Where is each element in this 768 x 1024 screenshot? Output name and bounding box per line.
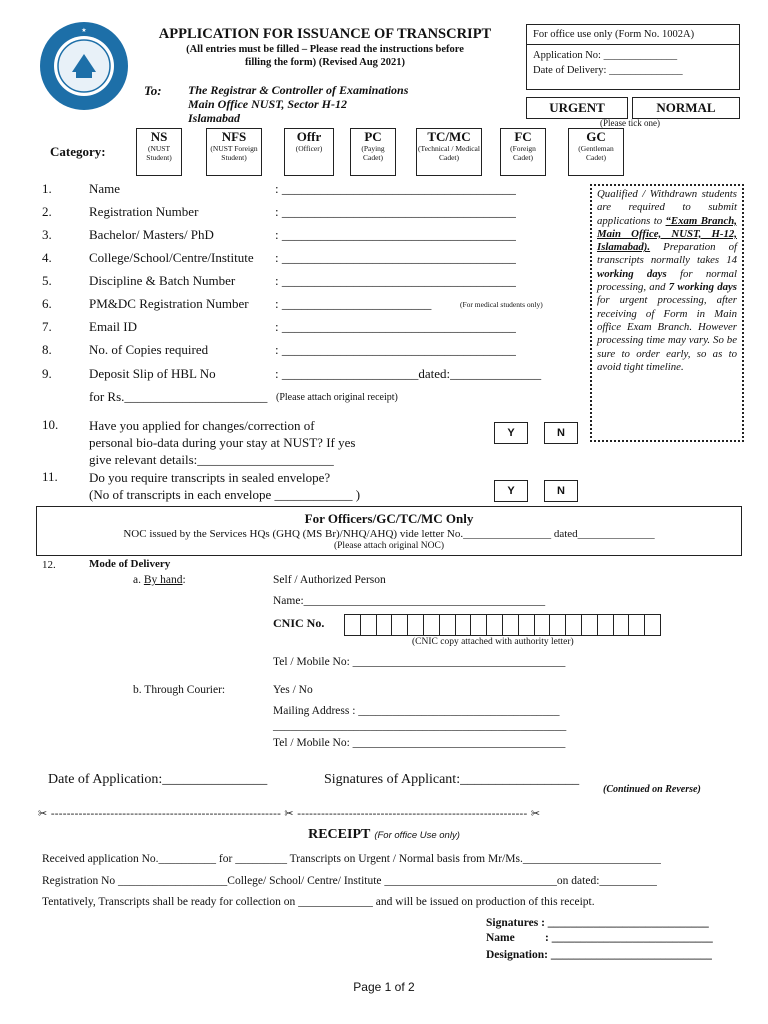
q11-yes-box[interactable]: Y [494,480,528,502]
address-line: The Registrar & Controller of Examinations [188,83,409,97]
q10-num: 10. [42,417,59,432]
college-input[interactable]: : ____________________________________ [275,250,516,265]
category-pc[interactable] [350,128,396,176]
deposit-amount-input[interactable]: for Rs.______________________ [89,389,268,404]
category-fc[interactable] [500,128,546,176]
cnic-note: (CNIC copy attached with authority letter) [412,637,574,647]
q10-details-input[interactable]: give relevant details:_____________________ [89,452,334,467]
q10-text [89,417,355,468]
courier-label: b. Through Courier: [133,684,226,696]
category-code: PC [364,129,382,144]
category-desc: (Foreign Cadet) [510,144,536,162]
authorized-name-input[interactable]: Name:__________________________________________ [273,595,546,607]
pmdc-input[interactable]: : _______________________ [275,296,432,311]
receipt-title-note: (For office Use only) [374,830,460,841]
tel-input[interactable]: Tel / Mobile No: _____________________________________ [273,656,566,668]
copies-input[interactable]: : ____________________________________ [275,342,516,357]
cnic-label: CNIC No. [273,616,325,630]
name-input[interactable]: : ____________________________________ [275,181,516,196]
cnic-digit-box[interactable] [534,614,551,636]
category-tcmc[interactable] [416,128,482,176]
email-input[interactable]: : ____________________________________ [275,319,516,334]
q10-yes-box[interactable]: Y [494,422,528,444]
office-use-box [526,24,740,90]
category-desc: (Technical / Medical Cadet) [418,144,480,162]
university-logo [38,20,130,112]
q10-no-box[interactable]: N [544,422,578,444]
note-text: for normal processing, and [597,267,738,294]
page-number: Page 1 of 2 [353,980,415,994]
cut-line: ✂ ---------------------------------------------------------- ✂ ---------------------------------------------------------- ✂ [38,807,541,820]
instructions-text [597,188,737,374]
option-colon: : [182,574,186,586]
cnic-digit-box[interactable] [565,614,582,636]
deposit-input[interactable]: : _____________________dated:______________ [275,366,542,381]
cnic-digit-box[interactable] [518,614,535,636]
cnic-digit-box[interactable] [360,614,377,636]
form-title: APPLICATION FOR ISSUANCE OF TRANSCRIPT [158,26,492,42]
receipt-name-input[interactable]: : ____________________________ [545,932,713,944]
cnic-digit-box[interactable] [439,614,456,636]
cnic-digit-box[interactable] [376,614,393,636]
field-label: Deposit Slip of HBL No [89,366,216,381]
category-offr[interactable] [284,128,334,176]
q11-envelope-input[interactable]: (No of transcripts in each envelope ____________ ) [89,487,361,502]
officers-box [36,506,742,556]
field-label: College/School/Centre/Institute [89,250,254,265]
field-label: Discipline & Batch Number [89,273,236,288]
to-address [188,83,408,125]
exam-branch-address: “Exam Branch, Main Office, NUST, H-12, Islamabad). [597,214,737,254]
cnic-digit-box[interactable] [597,614,614,636]
applicant-signature-input[interactable]: Signatures of Applicant:_________________ [324,772,580,787]
subtitle-line: filling the form) (Revised Aug 2021) [244,57,406,68]
form-subtitle [150,43,500,69]
field-num: 6. [42,296,52,311]
delivery-num: 12. [42,559,56,571]
field-num: 9. [42,366,52,381]
q11-line: Do you require transcripts in sealed envelope? [89,470,331,485]
field-label: Name [89,181,121,196]
receipt-heading [250,825,518,843]
category-code: NS [150,129,168,144]
option-prefix: a. [133,574,141,586]
courier-value[interactable]: Yes / No [273,684,313,696]
receipt-line-1[interactable]: Received application No.__________ for _________ Transcripts on Urgent / Normal basis from Mr/Ms.________________________ [42,853,661,865]
discipline-input[interactable]: : ____________________________________ [275,273,516,288]
category-code: Offr [296,129,322,144]
note-text: working days [597,267,667,280]
svg-text:★: ★ [81,27,87,34]
address-line: Islamabad [188,111,241,125]
by-hand-text: By hand [143,574,183,586]
cnic-digit-box[interactable] [581,614,598,636]
q10-line: personal bio-data during your stay at NUST? If yes [89,435,356,450]
cnic-input-boxes[interactable] [345,614,661,636]
category-code: TC/MC [427,129,471,144]
field-label: Registration Number [89,204,199,219]
field-num: 3. [42,227,52,242]
application-date-input[interactable]: Date of Application:_______________ [48,772,268,787]
note-text: Preparation of transcripts normally takes 14 [597,241,737,267]
noc-line[interactable]: NOC issued by the Services HQs (GHQ (MS Br)/NHQ/AHQ) vide letter No.________________ dated______________ [123,528,655,540]
cnic-digit-box[interactable] [455,614,472,636]
q11-no-box[interactable]: N [544,480,578,502]
receipt-line-3[interactable]: Tentatively, Transcripts shall be ready for collection on _____________ and will be issued on production of this receipt. [42,896,595,908]
note-text: Qualified / Withdrawn students are required to submit applications to [597,188,737,227]
note-text: for urgent processing, after receiving of Form in Main office Exam Branch. However processing time may vary. So be sure to order early, so as to avoid tight timeline. [597,294,737,373]
category-desc: (NUST Student) [146,144,172,162]
cnic-digit-box[interactable] [486,614,503,636]
mailing-address-input[interactable]: Mailing Address : ___________________________________ [273,705,560,717]
category-label: Category: [50,144,106,159]
q11-text [89,469,360,503]
cnic-digit-box[interactable] [407,614,424,636]
cnic-digit-box[interactable] [470,614,487,636]
cnic-digit-box[interactable] [423,614,440,636]
field-label: Email ID [89,319,138,334]
category-desc: (NUST Foreign Student) [210,144,258,162]
cnic-digit-box[interactable] [344,614,361,636]
note-text: 7 working days [668,281,737,294]
field-num: 1. [42,181,52,196]
officers-title: For Officers/GC/TC/MC Only [304,511,474,526]
office-use-title: For office use only (Form No. 1002A) [527,25,739,45]
q11-num: 11. [42,469,58,484]
receipt-name-label: Name [486,932,515,944]
cnic-digit-box[interactable] [613,614,630,636]
field-num: 4. [42,250,52,265]
receipt-signature-input[interactable]: Signatures : ____________________________ [486,917,709,929]
address-line: Main Office NUST, Sector H-12 [188,97,347,111]
category-desc: (Gentleman Cadet) [578,144,614,162]
category-nfs[interactable] [206,128,262,176]
mailing-address-line2[interactable]: ___________________________________________________ [273,720,567,732]
by-hand-label [133,574,186,586]
subtitle-line: (All entries must be filled – Please read the instructions before [186,44,464,55]
noc-note: (Please attach original NOC) [333,541,444,551]
normal-option[interactable]: NORMAL [632,97,740,119]
urgent-option[interactable]: URGENT [526,97,628,119]
pmdc-note: (For medical students only) [460,300,543,309]
deposit-note: (Please attach original receipt) [276,392,398,403]
delivery-date-field[interactable]: Date of Delivery: ______________ [533,65,683,76]
category-gc[interactable] [568,128,624,176]
field-num: 7. [42,319,52,334]
courier-tel-input[interactable]: Tel / Mobile No: _____________________________________ [273,737,566,749]
to-label: To: [144,83,162,98]
q10-line: Have you applied for changes/correction of [89,418,315,433]
category-code: FC [514,129,532,144]
cnic-digit-box[interactable] [502,614,519,636]
category-desc: (Officer) [295,144,323,153]
tick-one-note: (Please tick one) [600,118,660,128]
receipt-title: RECEIPT [308,827,371,842]
receipt-line-2[interactable]: Registration No ___________________College/ School/ Centre/ Institute ______________________________on dated:__________ [42,875,657,887]
receipt-designation-input[interactable]: Designation: ____________________________ [486,949,712,961]
field-num: 5. [42,273,52,288]
cnic-digit-box[interactable] [628,614,645,636]
category-code: NFS [221,129,247,144]
category-code: GC [586,129,606,144]
field-label: Bachelor/ Masters/ PhD [89,227,214,242]
degree-input[interactable]: : ____________________________________ [275,227,516,242]
cnic-digit-box[interactable] [549,614,566,636]
continued-note: (Continued on Reverse) [603,784,701,795]
field-label: PM&DC Registration Number [89,296,249,311]
by-hand-value: Self / Authorized Person [273,574,386,586]
category-desc: (Paying Cadet) [361,144,385,162]
cnic-digit-box[interactable] [644,614,661,636]
cnic-digit-box[interactable] [391,614,408,636]
field-num: 8. [42,342,52,357]
field-num: 2. [42,204,52,219]
application-no-field[interactable]: Application No: ______________ [533,50,678,61]
delivery-title: Mode of Delivery [89,558,171,570]
category-ns[interactable] [136,128,182,176]
field-label: No. of Copies required [89,342,209,357]
registration-input[interactable]: : ____________________________________ [275,204,516,219]
